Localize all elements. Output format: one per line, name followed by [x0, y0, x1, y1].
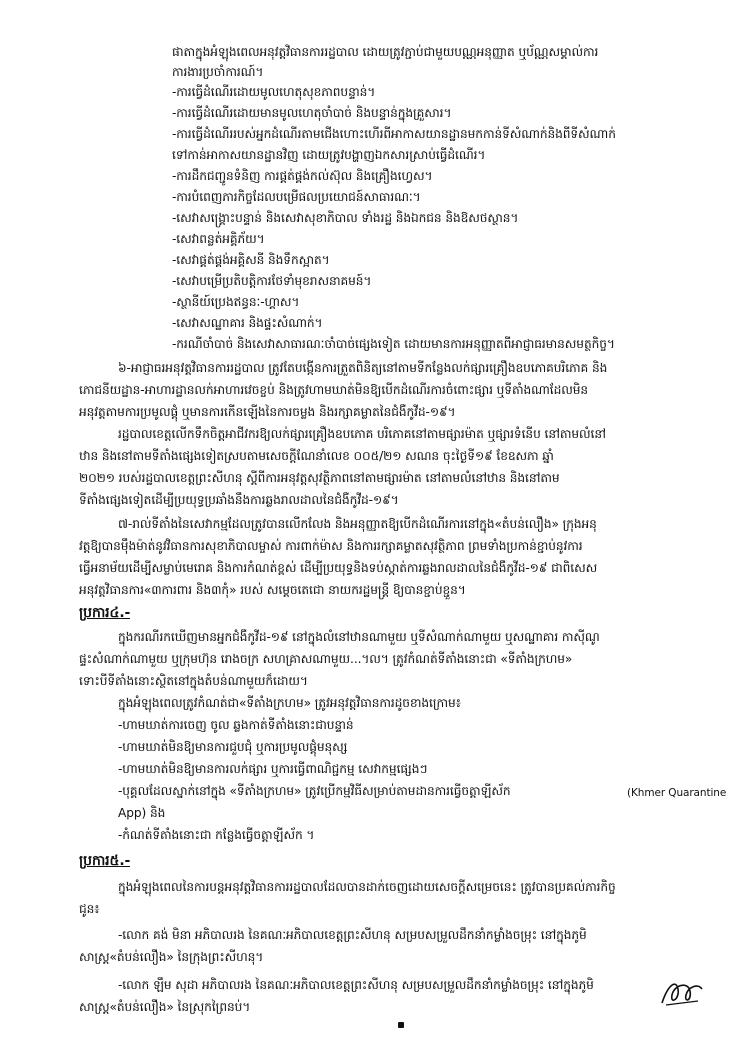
list-item: -សេវាបម្រើប្រតិបត្តិការថែទាំមុខរាសនាគមន៍។ [172, 274, 372, 288]
list-item-continuation: សាស្ត្រ«តំបន់លឿង» នៃក្រុងព្រះសីហនុ។ [79, 950, 264, 964]
paragraph-line: វត្តឱ្យបានម៉ឹងម៉ាត់នូវវិធានការសុខាភិបាលម្ចាស់ ការពាក់ម៉ាស និងការរក្សាគម្លាតសុវត្ថិភាព ព្រមទាំងប្រកាន់ខ្ជាប់នូវការ [79, 539, 583, 553]
list-item-continuation: សាស្ត្រ«តំបន់លឿង» នៃស្រុកព្រៃនប់។ [79, 1000, 251, 1014]
list-item: -កំណត់ទីតាំងនោះជា កន្លែងធ្វើចត្តាឡីស័ក ។ [118, 828, 315, 842]
list-item: -លោក ឡឹម សុដា អភិបាលរង នៃគណៈអភិបាលខេត្តព្រះសីហនុ សម្របសម្រួលដឹកនាំកម្លាំងចម្រុះ នៅក្នុងភូមិ [118, 978, 594, 992]
paragraph-line: អនុវត្តវិធានការ«៣ការពារ និង៣កុំ» របស់ សម្តេចតេជោ នាយករដ្ឋមន្ត្រី ឱ្យបានខ្ជាប់ខ្ជួន។ [79, 583, 466, 597]
paragraph-line: រដ្ឋបាលខេត្តលើកទឹកចិត្តអាជីវករឱ្យលក់ផ្សារគ្រឿងឧបភោគ បរិភោគនៅតាមផ្សារម៉ាត ឬផ្សារទំនើប នៅតាមលំនៅ [118, 427, 606, 441]
list-item-continuation: App) និង [118, 806, 166, 820]
paragraph-line: ផ្ទះសំណាក់ណាមួយ ឬក្រុមហ៊ុន រោងចក្រ សហគ្រាសណាមួយ...។ល។ ត្រូវកំណត់ទីតាំងនោះជា «ទីតាំងក្រហម» [79, 652, 573, 666]
list-item: -សេវាពន្លត់អគ្គិភ័យ។ [172, 232, 265, 246]
list-item-continuation: ទៅកាន់អាកាសយានដ្ឋានវិញ ដោយត្រូវបង្ហាញឯកសារស្រាប់ធ្វើដំណើរ។ [172, 148, 486, 162]
list-item: -សេវាសណ្ឋាគារ និងផ្ទះសំណាក់។ [172, 316, 323, 330]
article-5-heading: ប្រការ៥.- [79, 853, 131, 869]
paragraph-line: ជូន៖ [79, 902, 100, 916]
paragraph-line: ៦-អាជ្ញាធរអនុវត្តវិធានការរដ្ឋបាល ត្រូវតែបង្កើនការត្រួតពិនិត្យនៅតាមទីកន្លែងលក់ផ្សារគ្រឿងឧបភោគបរិភោគ និង [118, 361, 608, 375]
paragraph-line: ទោះបីទីតាំងនោះស្ថិតនៅក្នុងតំបន់ណាមួយក៏ដោយ។ [79, 674, 308, 688]
paragraph-line: ភោជនីយដ្ឋាន-អាហារដ្ឋានលក់អាហារវេចខ្ចប់ និងត្រូវហាមឃាត់មិនឱ្យបើកដំណើរការចំពោះផ្សារ ឬទីតាំងណាដែលមិន [79, 383, 589, 397]
list-item: -ការបំពេញភារកិច្ចដែលបម្រើផលប្រយោជន៍សាធារណៈ។ [172, 190, 421, 204]
paragraph-line: អនុវត្តតាមការប្រមូលផ្តុំ ឬមានការកើនឡើងនៃការចម្លង និងរក្សាគម្លាតនៃជំងឺកូវីដ-១៩។ [79, 405, 456, 419]
list-item: -បុគ្គលដែលស្នាក់នៅក្នុង «ទីតាំងក្រហម» ត្រូវប្រើកម្មវិធីសម្រាប់តាមដានការធ្វើចត្តាឡីស័ក [118, 784, 511, 798]
list-item: -ហាមឃាត់ការចេញ ចូល ឆ្លងកាត់ទីតាំងនោះជាបន្ទាន់ [118, 718, 354, 732]
paragraph-line: ២០២១ របស់រដ្ឋបាលខេត្តព្រះសីហនុ ស្តីពីការអនុវត្តសុវត្ថិភាពនៅតាមផ្សារម៉ាត នៅតាមលំនៅឋាន និងនៅតាម [79, 471, 560, 485]
list-item: -ការដឹកជញ្ជូនទំនិញ ការផ្គត់ផ្គង់កល់ស៊ុល និងគ្រឿងហ្វេស។ [172, 169, 433, 183]
paragraph-line: ធ្វើអនាម័យដើម្បីសម្លាប់មេរោគ និងការកំណត់ខ្ពស់ ដើម្បីប្រយុទ្ធនិងទប់ស្កាត់ការឆ្លងរាលដាលនៃជំងឺកូវីដ-១៩ ជាពិសេស [79, 561, 598, 575]
paragraph-line: ក្នុងអំឡុងពេលត្រូវកំណត់ជា«ទីតាំងក្រហម» ត្រូវអនុវត្តវិធានការដូចខាងក្រោម៖ [118, 696, 461, 710]
list-item: -ការធ្វើដំណើរដោយមូលហេតុសុខភាពបន្ទាន់។ [172, 85, 376, 99]
list-item: -លោក គង់ មិនា អភិបាលរង នៃគណៈអភិបាលខេត្តព្រះសីហនុ សម្របសម្រួលដឹកនាំកម្លាំងចម្រុះ នៅក្នុងភូមិ [118, 928, 587, 942]
list-item: -ការធ្វើដំណើរដោយមានមូលហេតុចាំបាច់ និងបន្ទាន់ក្នុងគ្រួសារ។ [172, 106, 452, 120]
list-item: -ករណីចាំបាច់ និងសេវាសាធារណៈចាំបាច់ផ្សេងទៀត ដោយមានការអនុញ្ញាតពីអាជ្ញាធរមានសមត្ថកិច្ច។ [172, 337, 615, 351]
page-dot [398, 1022, 404, 1028]
paragraph-line: ទីតាំងផ្សេងទៀតដើម្បីប្រយុទ្ធប្រឆាំងនឹងការឆ្លងរាលដាលនៃជំងឺកូវីដ-១៩។ [79, 493, 399, 507]
paragraph-line: ផាតាក្នុងអំឡុងពេលអនុវត្តវិធានការរដ្ឋបាល ដោយត្រូវភ្ជាប់ជាមួយបណ្ណអនុញ្ញាត ឬប័ណ្ណសម្គាល់ការ [172, 45, 599, 59]
paragraph-line: ឋាន និងនៅតាមទីតាំងផ្សេងទៀតស្របតាមសេចក្តីណែនាំលេខ ០០៥/២១ សណន ចុះថ្ងៃទី១៩ ខែឧសភា ឆ្នាំ [79, 449, 554, 463]
list-item: -សេវាផ្គត់ផ្គង់អគ្គិសនី និងទឹកស្អាត។ [172, 253, 330, 267]
list-item: -ការធ្វើដំណើររបស់អ្នកដំណើរតាមជើងហោះហើរពីអាកាសយានដ្ឋានមកកាន់ទីសំណាក់និងពីទីសំណាក់ [172, 127, 616, 141]
paragraph-line: ក្នុងអំឡុងពេលនៃការបន្តអនុវត្តវិធានការរដ្ឋបាលដែលបានដាក់ចេញដោយសេចក្តីសម្រេចនេះ ត្រូវបានប្រគល់ភារកិច្ច [118, 880, 616, 894]
list-item: -ហាមឃាត់មិនឱ្យមានការលក់ផ្សារ ឬការធ្វើពាណិជ្ជកម្ម សេវាកម្មផ្សេងៗ [118, 762, 428, 776]
list-item: -ស្ថានីយ៍ប្រេងឥន្ធនៈ-ហ្គាស។ [172, 295, 300, 309]
paragraph-line: ការងារប្រចាំការណ៍។ [172, 65, 264, 79]
list-item: -ហាមឃាត់មិនឱ្យមានការជួបជុំ ឬការប្រមូលផ្តុំមនុស្ស [118, 740, 348, 754]
article-4-heading: ប្រការ៤.- [79, 605, 131, 621]
app-name-latin: (Khmer Quarantine [627, 787, 727, 799]
list-item: -សេវាសង្គ្រោះបន្ទាន់ និងសេវាសុខាភិបាល ទាំងរដ្ឋ និងឯកជន និងឱសថស្ថាន។ [172, 211, 519, 225]
paragraph-line: ក្នុងករណីរកឃើញមានអ្នកជំងឺកូវីដ-១៩ នៅក្នុងលំនៅឋានណាមួយ ឬទីសំណាក់ណាមួយ ឬសណ្ឋាគារ កាស៊ីណូ [118, 630, 600, 644]
paragraph-line: ៧-រាល់ទីតាំងនៃសេវាកម្មដែលត្រូវបានលើកលែង និងអនុញ្ញាតឱ្យបើកដំណើរការនៅក្នុង«តំបន់លឿង» ក្រុងអនុ [118, 517, 597, 531]
signature-mark [658, 975, 706, 1009]
